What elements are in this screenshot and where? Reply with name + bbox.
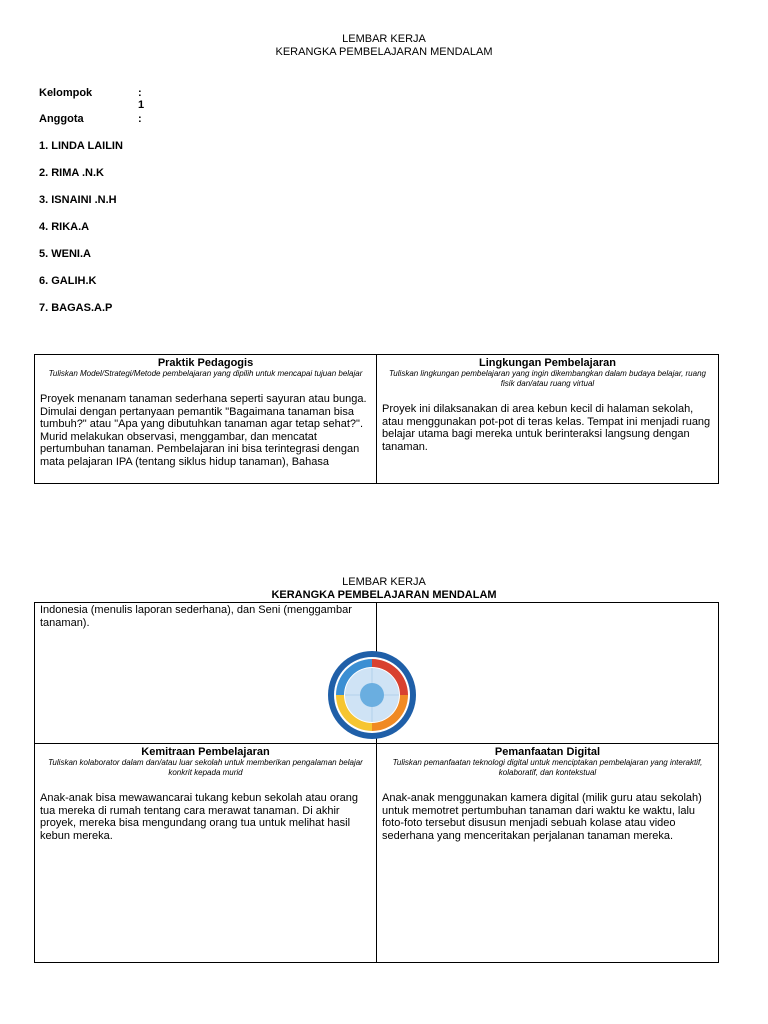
member-item: 3. ISNAINI .N.H (39, 194, 117, 206)
member-item: 1. LINDA LAILIN (39, 140, 123, 152)
kelompok-value: : 1 (138, 87, 145, 111)
page1-title-line1: LEMBAR KERJA (342, 33, 426, 45)
framework-wheel-image (327, 650, 417, 740)
digital-heading: Pemanfaatan Digital (494, 746, 601, 758)
digital-text: Anak-anak menggunakan kamera digital (milik guru atau sekolah) untuk memotret pertumbuhan tanaman dari waktu ke waktu, lalu foto-foto tersebut disusun menjadi sebuah kolase atau video sederhana yang menceritakan perjalanan tanaman mereka. (382, 792, 702, 842)
anggota-label: Anggota (39, 113, 84, 125)
praktik-heading: Praktik Pedagogis (157, 357, 254, 369)
lingkungan-text: Proyek ini dilaksanakan di area kebun kecil di halaman sekolah, atau menggunakan pot-pot di teras kelas. Tempat ini menjadi ruang belajar utama bagi mereka untuk berinteraksi langsung dengan tanaman. (382, 403, 711, 453)
kelompok-field (39, 87, 145, 111)
page1-title-line2: KERANGKA PEMBELAJARAN MENDALAM (275, 46, 493, 58)
member-item: 7. BAGAS.A.P (39, 302, 113, 314)
lingkungan-pembelajaran-cell (377, 355, 719, 484)
digital-hint: Tuliskan pemanfaatan teknologi digital untuk menciptakan pembelajaran yang interaktif, kolaboratif, dan kontekstual (392, 758, 703, 777)
kemitraan-heading: Kemitraan Pembelajaran (141, 746, 270, 758)
kelompok-label: Kelompok (39, 87, 93, 99)
page2-title-line1: LEMBAR KERJA (342, 576, 426, 588)
kemitraan-text: Anak-anak bisa mewawancarai tukang kebun sekolah atau orang tua mereka di rumah tentang cara merawat tanaman. Di akhir proyek, mereka bisa mengundang orang tua untuk melihat hasil kebun mereka. (40, 792, 358, 842)
lingkungan-heading: Lingkungan Pembelajaran (479, 357, 616, 369)
continued-text: Indonesia (menulis laporan sederhana), dan Seni (menggambar tanaman). (40, 604, 352, 629)
member-item: 5. WENI.A (39, 248, 91, 260)
continued-praktik-cell (35, 603, 377, 744)
praktik-text: Proyek menanam tanaman sederhana seperti sayuran atau bunga. Dimulai dengan pertanyaan pemantik "Bagaimana tanaman bisa tumbuh?" atau "Apa yang dibutuhkan tanaman agar tetap sehat?". Murid melakukan observasi, menggambar, dan mencatat pertumbuhan tanaman. Pembelajaran ini bisa terintegrasi dengan mata pelajaran IPA (tentang siklus hidup tanaman), Bahasa (40, 393, 367, 468)
anggota-value: : (138, 113, 142, 125)
anggota-field (39, 113, 142, 125)
lingkungan-hint: Tuliskan lingkungan pembelajaran yang ingin dikembangkan dalam budaya belajar, ruang fisik dan/atau ruang virtual (389, 369, 706, 388)
continued-lingkungan-cell (377, 603, 719, 744)
praktik-hint: Tuliskan Model/Strategi/Metode pembelajaran yang dipilih untuk mencapai tujuan belajar (48, 369, 363, 378)
kemitraan-pembelajaran-cell (35, 744, 377, 963)
member-item: 4. RIKA.A (39, 221, 90, 233)
praktik-pedagogis-cell (35, 355, 377, 484)
member-item: 2. RIMA .N.K (39, 167, 104, 179)
member-item: 6. GALIH.K (39, 275, 97, 287)
page1-framework-table (34, 354, 719, 484)
wheel-center (360, 683, 384, 707)
page2-title-line2: KERANGKA PEMBELAJARAN MENDALAM (271, 589, 497, 601)
framework-wheel-svg (327, 650, 417, 740)
kemitraan-hint: Tuliskan kolaborator dalam dan/atau luar sekolah untuk memberikan pengalaman belajar konkrit kepada murid (48, 758, 363, 777)
pemanfaatan-digital-cell (377, 744, 719, 963)
